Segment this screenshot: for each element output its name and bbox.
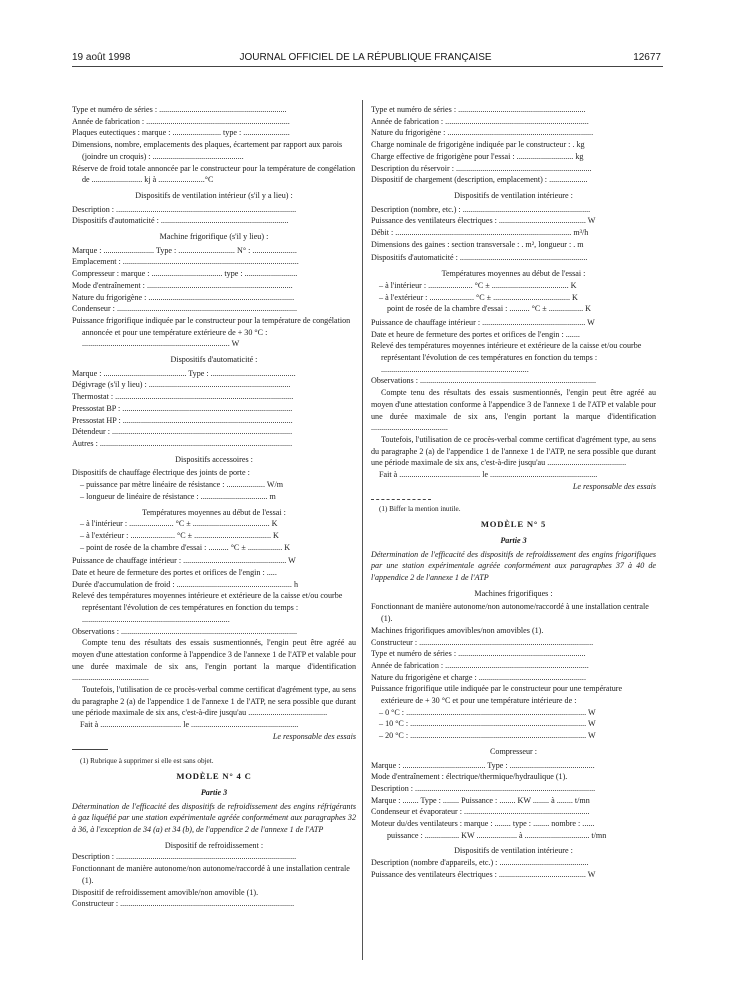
form-line: – 0 °C : ......................................................................................... W <box>379 707 596 717</box>
form-line: puissance : ................. KW .................... à ................................ t/mn <box>387 830 607 840</box>
header-rule <box>72 66 663 67</box>
form-line: Observations : ....................................................................................... <box>72 626 298 636</box>
form-line: Type et numéro de séries : ............................................................... <box>72 105 287 114</box>
footnote: (1) Rubrique à supprimer si elle est sans objet. <box>80 756 214 765</box>
form-line: Dispositifs d'automaticité : ............................................................... <box>72 216 289 226</box>
form-line: – puissance par mètre linéaire de résistance : ................... W/m <box>80 480 284 490</box>
form-line: Date et heure de fermeture des portes et orifices de l'engin : ..... <box>72 568 277 578</box>
section-heading: Dispositifs d'automaticité : <box>170 355 258 365</box>
form-line: Type et numéro de séries : ............................................................... <box>371 105 586 114</box>
form-line: Année de fabrication : ....................................................................... <box>371 116 589 126</box>
form-line: Plaques eutectiques : marque : ........................ type : ....................... <box>72 128 290 138</box>
model-subtitle: Détermination de l'efficacité des dispositifs de refroidissement des engins réfrigérants à gaz liquéfié par une station expérimentale agréée conformément aux paragraphes 32 à 36, à l'exception de 34 (a) et 34 (b), de l'appendice 2 de l'annexe 1 de l'ATP <box>72 801 356 835</box>
model-subtitle: Détermination de l'efficacité des dispositifs de refroidissement des engins frigorifiques par une station expérimentale agréée conformément aux paragraphes 37 à 40 de l'appendice 2 de l'annexe 1 de l'ATP <box>371 549 656 583</box>
form-line: Dispositif de refroidissement amovible/non amovible (1). <box>72 887 259 897</box>
form-line: Débit : ....................................................................................... m³/h <box>371 228 589 238</box>
model-heading: MODÈLE N° 5 <box>480 519 547 530</box>
form-line: Dimensions des gaines : section transversale : . m², longueur : . m <box>371 239 584 249</box>
form-line: Description : ......................................................................................... <box>371 783 596 793</box>
signature-role: Le responsable des essais <box>572 481 656 491</box>
form-line: Fonctionnant de manière autonome/non autonome/raccordé à une installation centrale (1). <box>371 602 649 624</box>
left-column <box>72 104 356 910</box>
form-line: Mode d'entraînement : électrique/thermique/hydraulique (1). <box>371 772 568 782</box>
paragraph: Toutefois, l'utilisation de ce procès-verbal comme certificat d'agrément type, au sens du paragraphe 2 (a) de l'appendice 1 de l'annexe 1 de l'ATP, ne sera possible que durant une période maximale de six ans, c'est-à-dire jusqu'au ....................................... <box>371 434 656 468</box>
form-line: – à l'intérieur : ...................... °C ± ...................................... K <box>379 280 577 290</box>
form-line: Marque : ......................... Type : ............................ N° : ...................... <box>72 245 297 255</box>
right-column <box>371 104 656 881</box>
form-line: Puissance de chauffage intérieur : ................................................... W <box>371 317 595 327</box>
form-line: Emplacement : ....................................................................................... <box>72 257 299 267</box>
footnote: (1) Biffer la mention inutile. <box>379 504 461 513</box>
form-line: Constructeur : ...................................................................................... <box>371 637 594 647</box>
signature-role: Le responsable des essais <box>272 731 356 741</box>
form-line: Marque : ......................................... Type : .......................................... <box>371 760 595 770</box>
form-line: Thermostat : ........................................................................................ <box>72 392 294 402</box>
form-line: Nature du frigorigène : ........................................................................ <box>371 128 594 138</box>
paragraph: Compte tenu des résultats des essais susmentionnés, l'engin peut être agréé au moyen d'une attestation conforme à l'appendice 3 de l'annexe 1 de l'ATP et valable pour une durée maximale de six ans, l'engin portant la marque d'identification ...................................... <box>371 388 656 433</box>
form-line: Charge effective de frigorigène pour l'essai : ............................ kg <box>371 151 584 161</box>
form-line: Puissance de chauffage intérieur : ................................................... W <box>72 556 296 566</box>
form-line: Marque : ......................................... Type : .......................................... <box>72 368 296 378</box>
header-date: 19 août 1998 <box>72 52 131 63</box>
form-line: Description : ......................................................................................... <box>72 852 297 862</box>
form-line: Détendeur : ......................................................................................... <box>72 427 293 437</box>
form-line: Condenseur et évaporateur : .............................................................. <box>371 807 590 817</box>
form-line: Puissance des ventilateurs électriques : ........................................... W <box>371 869 596 879</box>
form-line: Description (nombre d'appareils, etc.) : ............................................ <box>371 858 589 868</box>
form-line: Dispositifs d'automaticité : ............................................................... <box>371 253 588 263</box>
form-line: Moteur du/des ventilateurs : marque : ........ type : ........ nombre : ...... <box>371 819 595 829</box>
form-line: Durée d'accumulation de froid : ......................................................... h <box>72 579 299 589</box>
form-line: – à l'intérieur : ...................... °C ± ...................................... K <box>80 519 278 529</box>
signature-place-date: Fait à ........................................ le ..................................................... <box>379 470 598 480</box>
form-line: – à l'extérieur : ...................... °C ± ...................................... K <box>80 530 279 540</box>
form-line: Observations : ....................................................................................... <box>371 376 597 386</box>
section-heading: Températures moyennes au début de l'essai : <box>142 507 286 517</box>
form-line: Fonctionnant de manière autonome/non autonome/raccordé à une installation centrale (1). <box>72 864 350 885</box>
section-heading: Dispositifs de ventilation intérieure : <box>454 846 573 856</box>
form-line: Dégivrage (s'il y lieu) : ...................................................................... <box>72 380 291 390</box>
section-heading: Dispositif de refroidissement : <box>164 840 264 850</box>
form-line: Marque : ........ Type : ........ Puissance : ........ KW ........ à ........ t/mn <box>371 795 590 805</box>
form-line: Relevé des températures moyennes intérieure et extérieure de la caisse et/ou courbe représentant l'évolution de ces températures en fonction du temps : ......................................................................... <box>371 341 642 374</box>
form-line: Machines frigorifiques amovibles/non amovibles (1). <box>371 625 544 635</box>
form-line: Dimensions, nombre, emplacements des plaques, écartement par rapport aux parois (joindre un croquis) : ............................................. <box>72 140 343 161</box>
part-heading: Partie 3 <box>500 535 527 545</box>
form-line: Type et numéro de séries : ............................................................... <box>371 649 586 659</box>
section-heading: Machine frigorifique (s'il y lieu) : <box>159 232 269 242</box>
part-heading: Partie 3 <box>200 787 228 797</box>
form-line: Constructeur : ...................................................................................... <box>72 899 295 909</box>
section-heading: Machines frigorifiques : <box>474 588 553 598</box>
page-number: 12677 <box>633 52 661 63</box>
form-line: – longueur de linéaire de résistance : ................................. m <box>80 491 276 501</box>
section-heading: Dispositifs de ventilation intérieure : <box>454 190 573 200</box>
form-line: – point de rosée de la chambre d'essai : .......... °C ± ................. K <box>80 542 291 552</box>
form-line: Relevé des températures moyennes intérieure et extérieure de la caisse et/ou courbe représentant l'évolution de ces températures en fonction du temps : ......................................................................... <box>72 591 343 624</box>
form-line: Autres : ............................................................................................... <box>72 438 293 448</box>
form-line: Année de fabrication : ....................................................................... <box>371 660 589 670</box>
paragraph: Compte tenu des résultats des essais susmentionnés, l'engin peut être agréé au moyen d'une attestation conforme à l'appendice 3 de l'annexe 1 de l'ATP et valable pour une durée maximale de six ans, l'engin portant la marque d'identification ...................................... <box>72 638 356 683</box>
footnote-rule <box>371 499 431 500</box>
section-heading: Dispositifs de ventilation intérieur (s'il y a lieu) : <box>135 190 293 200</box>
form-line: Année de fabrication : ....................................................................... <box>72 116 290 126</box>
form-line: Mode d'entraînement : ........................................................................ <box>72 280 293 290</box>
form-line: Pressostat HP : .................................................................................... <box>72 415 293 425</box>
form-line: – 10 °C : ....................................................................................... W <box>379 719 596 729</box>
signature-place-date: Fait à ........................................ le ..................................................... <box>80 720 299 730</box>
footnote-rule <box>72 749 108 750</box>
form-line: – 20 °C : ....................................................................................... W <box>379 731 596 741</box>
form-line: Charge nominale de frigorigène indiquée par le constructeur : . kg <box>371 140 585 150</box>
form-line: Description (nombre, etc.) : ............................................................... <box>371 204 591 214</box>
form-line: Réserve de froid totale annoncée par le constructeur pour la température de congélation de ......................... kj à .......................°C <box>72 163 356 185</box>
form-line: Date et heure de fermeture des portes et orifices de l'engin : ....... <box>371 329 580 339</box>
form-line: Pressostat BP : .................................................................................... <box>72 403 293 413</box>
form-line: Dispositifs de chauffage électrique des joints de porte : <box>72 468 250 478</box>
form-line: Puissance frigorifique utile indiquée par le constructeur pour une température extérieure de + 30 °C et pour une température intérieure de : <box>371 684 623 706</box>
form-line: Description du réservoir : ................................................................... <box>371 163 592 173</box>
form-line: Nature du frigorigène et charge : ..................................................... <box>371 672 586 682</box>
paragraph: Toutefois, l'utilisation de ce procès-verbal comme certificat d'agrément type, au sens du paragraphe 2 (a) de l'appendice 1 de l'annexe 1 de l'ATP, ne sera possible que durant une période maximale de six ans, c'est-à-dire jusqu'au ....................................... <box>72 685 356 718</box>
section-heading: Compresseur : <box>490 746 537 756</box>
form-line: Condenseur : ......................................................................................... <box>72 304 298 314</box>
section-heading: Dispositifs accessoires : <box>175 454 253 464</box>
form-line: Nature du frigorigène : ........................................................................ <box>72 292 295 302</box>
column-divider <box>362 100 363 960</box>
form-line: Puissance frigorifique indiquée par le constructeur pour la température de congélation annoncée et pour une température extérieure de + 30 °C : ......................................................................... W <box>72 315 351 349</box>
journal-title: JOURNAL OFFICIEL DE LA RÉPUBLIQUE FRANÇAISE <box>239 52 492 63</box>
form-line: – à l'extérieur : ...................... °C ± ...................................... K <box>379 292 578 302</box>
model-heading: MODÈLE N° 4 C <box>176 771 252 782</box>
section-heading: Températures moyennes au début de l'essai : <box>441 269 586 279</box>
form-line: Compresseur : marque : ................................... type : .......................... <box>72 269 298 279</box>
form-line: Puissance des ventilateurs électriques : ........................................... W <box>371 216 596 226</box>
form-line: Dispositif de chargement (description, emplacement) : ................... <box>371 175 588 185</box>
form-line: Description : ......................................................................................... <box>72 204 297 214</box>
form-line: point de rosée de la chambre d'essai : .......... °C ± ................. K <box>387 304 592 314</box>
